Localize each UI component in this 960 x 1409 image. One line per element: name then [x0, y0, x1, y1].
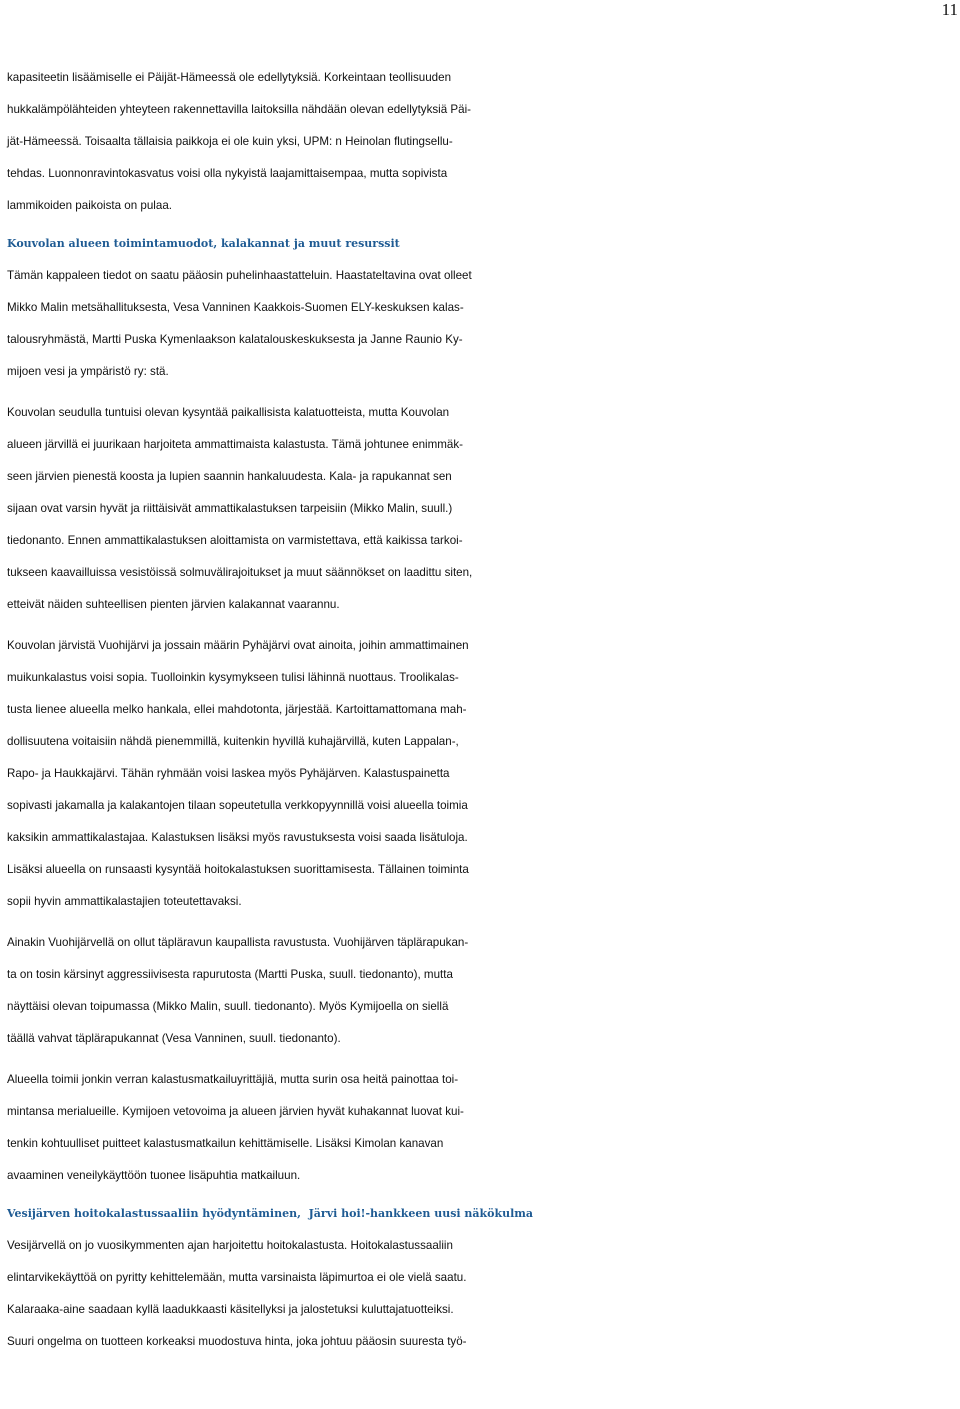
paragraph: [7, 1230, 957, 1358]
text-line: Vesijärvellä on jo vuosikymmenten ajan harjoitettu hoitokalastusta. Hoitokalastussaaliin: [7, 1239, 453, 1252]
text-line: tusta lienee alueella melko hankala, ellei mahdotonta, järjestää. Kartoittamattomana mah-: [7, 703, 467, 716]
text-line: hukkalämpölähteiden yhteyteen rakennettavilla laitoksilla nähdään olevan edellytyksiä Päi-: [7, 103, 472, 116]
text-line: Ainakin Vuohijärvellä on ollut täpläravun kaupallista ravustusta. Vuohijärven täplärapukan-: [7, 936, 469, 949]
text-line: Kouvolan järvistä Vuohijärvi ja jossain määrin Pyhäjärvi ovat ainoita, joihin ammattimainen: [7, 639, 469, 652]
text-line: tehdas. Luonnonravintokasvatus voisi olla nykyistä laajamittaisempaa, mutta sopivista: [7, 167, 448, 180]
intro-paragraph: [7, 62, 957, 222]
text-line: ta on tosin kärsinyt aggressiivisesta rapurutosta (Martti Puska, suull. tiedonanto), mutta: [7, 968, 453, 981]
text-line: Kouvolan seudulla tuntuisi olevan kysyntää paikallisista kalatuotteista, mutta Kouvolan: [7, 406, 450, 419]
document-body: [7, 62, 957, 1358]
text-line: talousryhmästä, Martti Puska Kymenlaakson kalatalouskeskuksesta ja Janne Raunio Ky-: [7, 333, 463, 346]
text-line: Alueella toimii jonkin verran kalastusmatkailuyrittäjiä, mutta surin osa heitä painottaa toi-: [7, 1073, 459, 1086]
text-line: alueen järvillä ei juurikaan harjoiteta ammattimaista kalastusta. Tämä johtunee enimmäk-: [7, 438, 464, 451]
paragraph: [7, 397, 957, 621]
text-line: seen järvien pienestä koosta ja lupien saannin hankaluudesta. Kala- ja rapukannat sen: [7, 470, 452, 483]
text-line: muikunkalastus voisi sopia. Tuolloinkin kysymykseen tulisi lähinnä nuottaus. Troolikalas-: [7, 671, 459, 684]
text-line: jät-Hämeessä. Toisaalta tällaisia paikkoja ei ole kuin yksi, UPM: n Heinolan flutingsellu-: [7, 135, 453, 148]
text-line: sopii hyvin ammattikalastajien toteutettavaksi.: [7, 895, 242, 908]
text-line: Kalaraaka-aine saadaan kyllä laadukkaasti käsitellyksi ja jalostetuksi kuluttajatuotteiksi.: [7, 1303, 454, 1316]
text-line: lammikoiden paikoista on pulaa.: [7, 199, 172, 212]
paragraph: [7, 927, 957, 1055]
text-line: tenkin kohtuulliset puitteet kalastusmatkailun kehittämiselle. Lisäksi Kimolan kanavan: [7, 1137, 444, 1150]
text-line: mintansa merialueille. Kymijoen vetovoima ja alueen järvien hyvät kuhakannat luovat kui-: [7, 1105, 464, 1118]
paragraph: [7, 260, 957, 388]
section-heading-vesijarvi: Vesijärven hoitokalastussaaliin hyödyntäminen, Järvi hoi!-hankkeen uusi näkökulma: [7, 1207, 534, 1220]
text-line: kaksikin ammattikalastajaa. Kalastuksen lisäksi myös ravustuksesta voisi saada lisätuloja.: [7, 831, 468, 844]
text-line: tukseen kaavailluissa vesistöissä solmuvälirajoitukset ja muut säännökset on laadittu siten,: [7, 566, 473, 579]
text-line: mijoen vesi ja ympäristö ry: stä.: [7, 365, 169, 378]
text-line: Mikko Malin metsähallituksesta, Vesa Vanninen Kaakkois-Suomen ELY-keskuksen kalas-: [7, 301, 464, 314]
text-line: tiedonanto. Ennen ammattikalastuksen aloittamista on varmistettava, että kaikissa tarkoi-: [7, 534, 463, 547]
text-line: Rapo- ja Haukkajärvi. Tähän ryhmään voisi laskea myös Pyhäjärven. Kalastuspainetta: [7, 767, 450, 780]
text-line: etteivät näiden suhteellisen pienten järvien kalakannat vaarannu.: [7, 598, 340, 611]
text-line: Lisäksi alueella on runsaasti kysyntää hoitokalastuksen suorittamisesta. Tällainen toiminta: [7, 863, 469, 876]
text-line: täällä vahvat täplärapukannat (Vesa Vanninen, suull. tiedonanto).: [7, 1032, 341, 1045]
text-line: sopivasti jakamalla ja kalakantojen tilaan sopeutetulla verkkopyynnillä voisi alueella toimia: [7, 799, 468, 812]
text-line: Suuri ongelma on tuotteen korkeaksi muodostuva hinta, joka johtuu pääosin suuresta työ-: [7, 1335, 467, 1348]
text-line: näyttäisi olevan toipumassa (Mikko Malin, suull. tiedonanto). Myös Kymijoella on siellä: [7, 1000, 449, 1013]
paragraph: [7, 1064, 957, 1192]
text-line: avaaminen veneilykäyttöön tuonee lisäpuhtia matkailuun.: [7, 1169, 301, 1182]
text-line: elintarvikekäyttöä on pyritty kehittelemään, mutta varsinaista läpimurtoa ei ole vielä saatu.: [7, 1271, 467, 1284]
text-line: sijaan ovat varsin hyvät ja riittäisivät ammattikalastuksen tarpeisiin (Mikko Malin, suull.): [7, 502, 453, 515]
text-line: dollisuutena voitaisiin nähdä pienemmillä, kuitenkin hyvillä kuhajärvillä, kuten Lappalan-,: [7, 735, 459, 748]
paragraph: [7, 630, 957, 918]
section-heading-kouvola: Kouvolan alueen toimintamuodot, kalakannat ja muut resurssit: [7, 237, 400, 250]
page-number: 11: [941, 0, 958, 19]
text-line: Tämän kappaleen tiedot on saatu pääosin puhelinhaastatteluin. Haastateltavina ovat olleet: [7, 269, 472, 282]
text-line: kapasiteetin lisäämiselle ei Päijät-Hämeessä ole edellytyksiä. Korkeintaan teollisuuden: [7, 71, 452, 84]
